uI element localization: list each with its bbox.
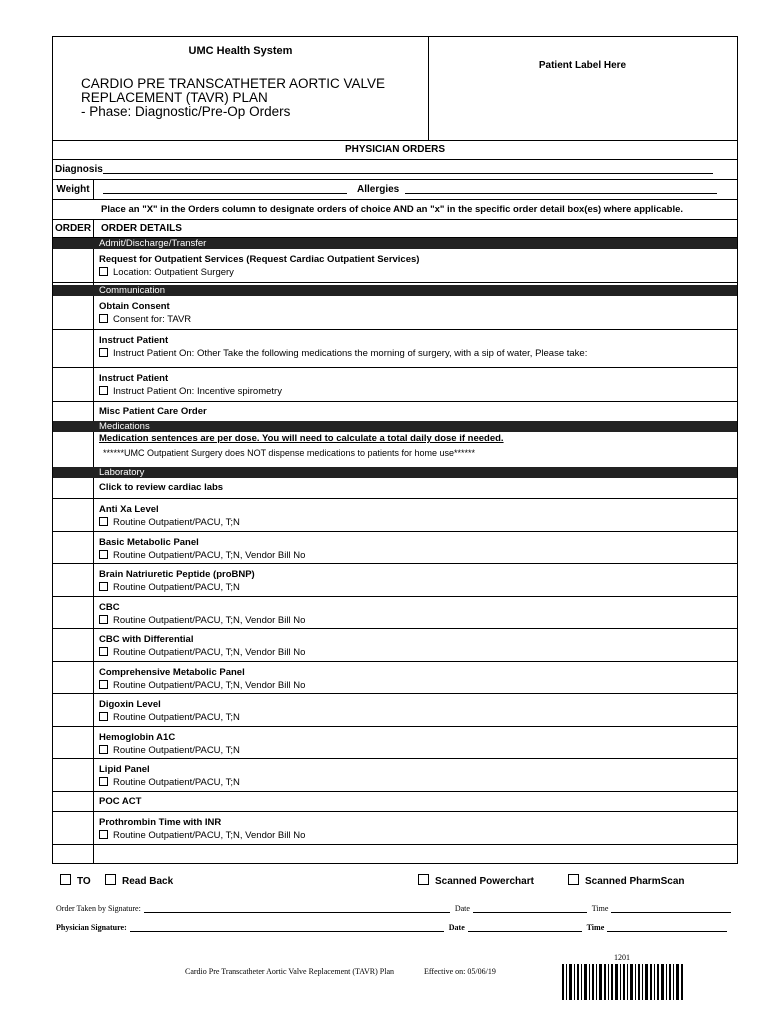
diagnosis-field[interactable] (103, 173, 713, 174)
checkbox[interactable] (99, 550, 108, 559)
physician-signature-row (56, 923, 730, 932)
order-detail-text: Instruct Patient On: Incentive spirometry (113, 386, 282, 397)
title-line-3: - Phase: Diagnostic/Pre-Op Orders (81, 104, 291, 119)
time-label: Time (591, 904, 609, 913)
order-detail-text: Instruct Patient On: Other Take the following medications the morning of surgery, with a sip of water, Please take: (113, 348, 588, 359)
order-row-bmp[interactable] (53, 532, 737, 564)
order-detail-text: Routine Outpatient/PACU, T;N, Vendor Bill No (113, 830, 306, 841)
order-detail[interactable] (99, 745, 240, 756)
scanned-pharmscan-checkbox[interactable] (568, 874, 684, 887)
order-detail[interactable] (99, 314, 191, 325)
instructions-text: Place an "X" in the Orders column to designate orders of choice AND an "x" in the specific order detail box(es) where applicable. (101, 204, 684, 215)
checkbox[interactable] (99, 777, 108, 786)
order-detail[interactable] (99, 348, 587, 359)
order-title: CBC with Differential (99, 634, 194, 645)
section-medications-label: Medications (99, 421, 150, 432)
order-detail[interactable] (99, 712, 240, 723)
order-taken-signature-field[interactable] (144, 912, 450, 913)
to-checkbox[interactable] (60, 874, 91, 887)
weight-field[interactable] (103, 193, 347, 194)
checkbox[interactable] (99, 582, 108, 591)
order-title: Anti Xa Level (99, 504, 159, 515)
section-admit (53, 238, 737, 249)
order-row-consent[interactable] (53, 296, 737, 330)
physician-time-field[interactable] (607, 931, 727, 932)
medication-note-dispense: ******UMC Outpatient Surgery does NOT dispense medications to patients for home use****** (103, 448, 476, 458)
medications-notes (53, 432, 737, 467)
checkbox[interactable] (99, 647, 108, 656)
order-row-cbc[interactable] (53, 597, 737, 629)
order-detail[interactable] (99, 615, 305, 626)
weight-label: Weight (53, 180, 94, 199)
order-taken-label: Order Taken by Signature: (56, 904, 141, 913)
order-taken-time-field[interactable] (611, 912, 731, 913)
scanned-powerchart-label: Scanned Powerchart (435, 876, 534, 887)
checkbox[interactable] (99, 348, 108, 357)
section-laboratory (53, 467, 737, 478)
instructions-row (53, 200, 737, 220)
header-title-box (53, 37, 429, 140)
checkbox[interactable] (105, 874, 116, 885)
checkbox[interactable] (60, 874, 71, 885)
order-detail[interactable] (99, 550, 305, 561)
order-detail[interactable] (99, 777, 240, 788)
order-title: Lipid Panel (99, 764, 150, 775)
section-communication-label: Communication (99, 285, 165, 296)
checkbox[interactable] (99, 517, 108, 526)
org-name: UMC Health System (188, 45, 293, 57)
scanned-pharmscan-label: Scanned PharmScan (585, 876, 685, 887)
form-number: 1201 (614, 953, 630, 962)
diagnosis-label: Diagnosis (55, 164, 103, 175)
barcode-icon (562, 964, 684, 1000)
order-detail-text: Routine Outpatient/PACU, T;N (113, 517, 240, 528)
order-detail-text: Consent for: TAVR (113, 314, 192, 325)
date-label: Date (448, 923, 465, 932)
section-medications (53, 421, 737, 432)
document-title-footer: Cardio Pre Transcatheter Aortic Valve Replacement (TAVR) Plan (185, 967, 395, 976)
order-row-anti-xa[interactable] (53, 499, 737, 532)
order-row-poc-act[interactable] (53, 792, 737, 812)
checkbox[interactable] (99, 615, 108, 624)
order-detail-text: Location: Outpatient Surgery (113, 267, 234, 278)
form-header (53, 37, 737, 141)
order-row-pt-inr[interactable] (53, 812, 737, 845)
order-row-lipid[interactable] (53, 759, 737, 792)
order-title: Prothrombin Time with INR (99, 817, 222, 828)
order-detail-text: Routine Outpatient/PACU, T;N, Vendor Bill No (113, 550, 306, 561)
order-detail-text: Routine Outpatient/PACU, T;N (113, 745, 240, 756)
order-detail[interactable] (99, 267, 234, 278)
order-title: Brain Natriuretic Peptide (proBNP) (99, 569, 255, 580)
date-label: Date (454, 904, 470, 913)
checkbox[interactable] (99, 267, 108, 276)
order-title: Instruct Patient (99, 335, 169, 346)
order-title: Request for Outpatient Services (Request Cardiac Outpatient Services) (99, 254, 420, 265)
allergies-field[interactable] (405, 193, 717, 194)
diagnosis-row (53, 160, 737, 180)
order-title: Digoxin Level (99, 699, 161, 710)
section-laboratory-label: Laboratory (99, 467, 145, 478)
to-label: TO (77, 876, 91, 887)
plan-title (81, 77, 385, 119)
order-detail[interactable] (99, 680, 305, 691)
checkbox[interactable] (99, 314, 108, 323)
order-column-header: ORDER (53, 220, 94, 237)
checkbox[interactable] (99, 386, 108, 395)
section-admit-label: Admit/Discharge/Transfer (99, 238, 207, 249)
order-row-bnp[interactable] (53, 564, 737, 597)
order-detail-text: Routine Outpatient/PACU, T;N (113, 777, 240, 788)
time-label: Time (586, 923, 605, 932)
order-title: Misc Patient Care Order (99, 406, 207, 417)
weight-row (53, 180, 737, 200)
order-detail-text: Routine Outpatient/PACU, T;N, Vendor Bill No (113, 615, 306, 626)
order-detail[interactable] (99, 386, 282, 397)
section-communication (53, 285, 737, 296)
order-row-cmp[interactable] (53, 662, 737, 694)
read-back-checkbox[interactable] (105, 874, 173, 887)
order-taken-row (56, 904, 734, 913)
physician-signature-field[interactable] (130, 931, 444, 932)
order-taken-date-field[interactable] (473, 912, 587, 913)
effective-date: Effective on: 05/06/19 (424, 967, 496, 976)
order-title: Instruct Patient (99, 373, 169, 384)
order-detail-text: Routine Outpatient/PACU, T;N (113, 712, 240, 723)
checkbox[interactable] (418, 874, 429, 885)
order-row-outpatient[interactable] (53, 249, 737, 283)
order-form (52, 36, 738, 864)
patient-label: Patient Label Here (538, 60, 627, 71)
cardiac-labs-link[interactable]: Click to review cardiac labs (99, 482, 224, 493)
order-title: Basic Metabolic Panel (99, 537, 199, 548)
checkbox[interactable] (99, 712, 108, 721)
column-header-row (53, 220, 737, 238)
order-detail-text: Routine Outpatient/PACU, T;N (113, 582, 240, 593)
title-line-2: REPLACEMENT (TAVR) PLAN (81, 90, 268, 105)
cardiac-labs-link-row[interactable] (53, 478, 737, 499)
physician-orders-heading: PHYSICIAN ORDERS (53, 140, 737, 160)
order-detail-text: Routine Outpatient/PACU, T;N, Vendor Bill No (113, 680, 306, 691)
title-line-1: CARDIO PRE TRANSCATHETER AORTIC VALVE (81, 76, 386, 91)
checkbox[interactable] (99, 830, 108, 839)
order-row-instruct-1[interactable] (53, 330, 737, 368)
checkbox[interactable] (568, 874, 579, 885)
checkbox[interactable] (99, 680, 108, 689)
checkbox[interactable] (99, 745, 108, 754)
order-row-instruct-2[interactable] (53, 368, 737, 402)
order-row-a1c[interactable] (53, 727, 737, 759)
order-detail[interactable] (99, 517, 240, 528)
order-title: CBC (99, 602, 120, 613)
order-detail-text: Routine Outpatient/PACU, T;N, Vendor Bill No (113, 647, 306, 658)
order-row-cbc-diff[interactable] (53, 629, 737, 662)
order-row-digoxin[interactable] (53, 694, 737, 727)
order-title: POC ACT (99, 796, 142, 807)
order-title: Comprehensive Metabolic Panel (99, 667, 245, 678)
physician-signature-label: Physician Signature: (56, 923, 127, 932)
read-back-label: Read Back (122, 876, 174, 887)
physician-date-field[interactable] (468, 931, 582, 932)
scanned-powerchart-checkbox[interactable] (418, 874, 534, 887)
medication-note-dose: Medication sentences are per dose. You will need to calculate a total daily dose if needed. (99, 433, 504, 444)
order-details-column-header: ORDER DETAILS (101, 223, 182, 234)
order-row-misc[interactable] (53, 402, 737, 420)
order-title: Hemoglobin A1C (99, 732, 176, 743)
order-detail[interactable] (99, 582, 240, 593)
allergies-label: Allergies (357, 184, 400, 195)
order-detail[interactable] (99, 647, 305, 658)
order-title: Obtain Consent (99, 301, 170, 312)
order-detail[interactable] (99, 830, 305, 841)
